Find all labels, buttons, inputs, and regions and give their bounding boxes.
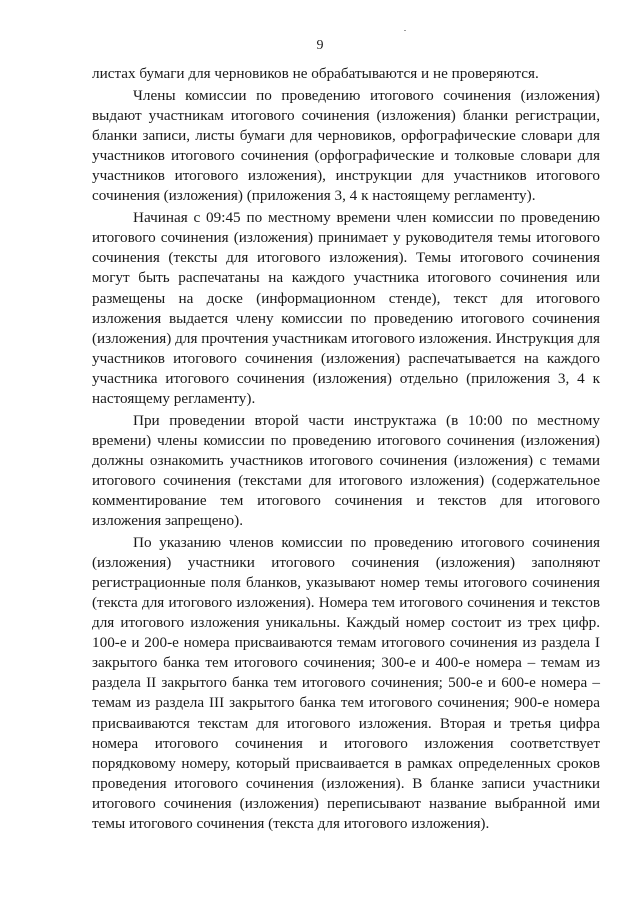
paragraph-second-briefing: При проведении второй части инструктажа (в 10:00 по местному времени) члены комиссии по проведению итогового сочинения (изложения) должны ознакомить участников итогового сочинения (изложения) с темами итогового сочинения (текстами для итогового изложения) (содержательное комментирование тем итогового сочинения и текстов для итогового изложения запрещено). [92, 411, 600, 530]
scan-speck [404, 30, 406, 31]
paragraph-topics-receipt: Начиная с 09:45 по местному времени член комиссии по проведению итогового сочинения (изложения) принимает у руководителя темы итогового сочинения (тексты для итогового изложения). Темы итогового сочинения могут быть распечатаны на каждого участника итогового сочинения или размещены на доске (информационном стенде), текст для итогового изложения выдается члену комиссии по проведению итогового сочинения (изложения) для прочтения участникам итогового изложения. Инструкция для участников итогового сочинения (изложения) распечатывается на каждого участника итогового сочинения (изложения) отдельно (приложения 3, 4 к настоящему регламенту). [92, 209, 600, 407]
page-number: 9 [316, 38, 324, 53]
paragraph-topic-numbering: По указанию членов комиссии по проведению итогового сочинения (изложения) участники итогового сочинения (изложения) заполняют регистрационные поля бланков, указывают номер темы итогового сочинения (текста для итогового изложения). Номера тем итогового сочинения и текстов для итогового изложения уникальны. Каждый номер состоит из трех цифр. 100-е и 200-е номера присваиваются темам итогового сочинения из раздела I закрытого банка тем итогового сочинения; 300-е и 400-е номера – темам из раздела II закрытого банка тем итогового сочинения; 500-е и 600-е номера – темам из раздела III закрытого банка тем итогового сочинения; 900-е номера присваиваются текстам для итогового изложения. Вторая и третья цифра номера итогового сочинения и итогового изложения соответствует порядковому номеру, который присваивается в рамках определенных сроков проведения итогового сочинения (изложения). В бланке записи участники итогового сочинения (изложения) переписывают название выбранной ими темы итогового сочинения (текста для итогового изложения). [92, 534, 600, 832]
document-body [92, 64, 600, 836]
paragraph-continuation: листах бумаги для черновиков не обрабатываются и не проверяются. [92, 65, 539, 82]
paragraph-commission-issue: Члены комиссии по проведению итогового сочинения (изложения) выдают участникам итогового сочинения (изложения) бланки регистрации, бланки записи, листы бумаги для черновиков, орфографические словари для участников итогового сочинения (орфографические и толковые словари для участников итогового изложения), инструкции для участников итогового сочинения (изложения) (приложения 3, 4 к настоящему регламенту). [92, 87, 600, 205]
